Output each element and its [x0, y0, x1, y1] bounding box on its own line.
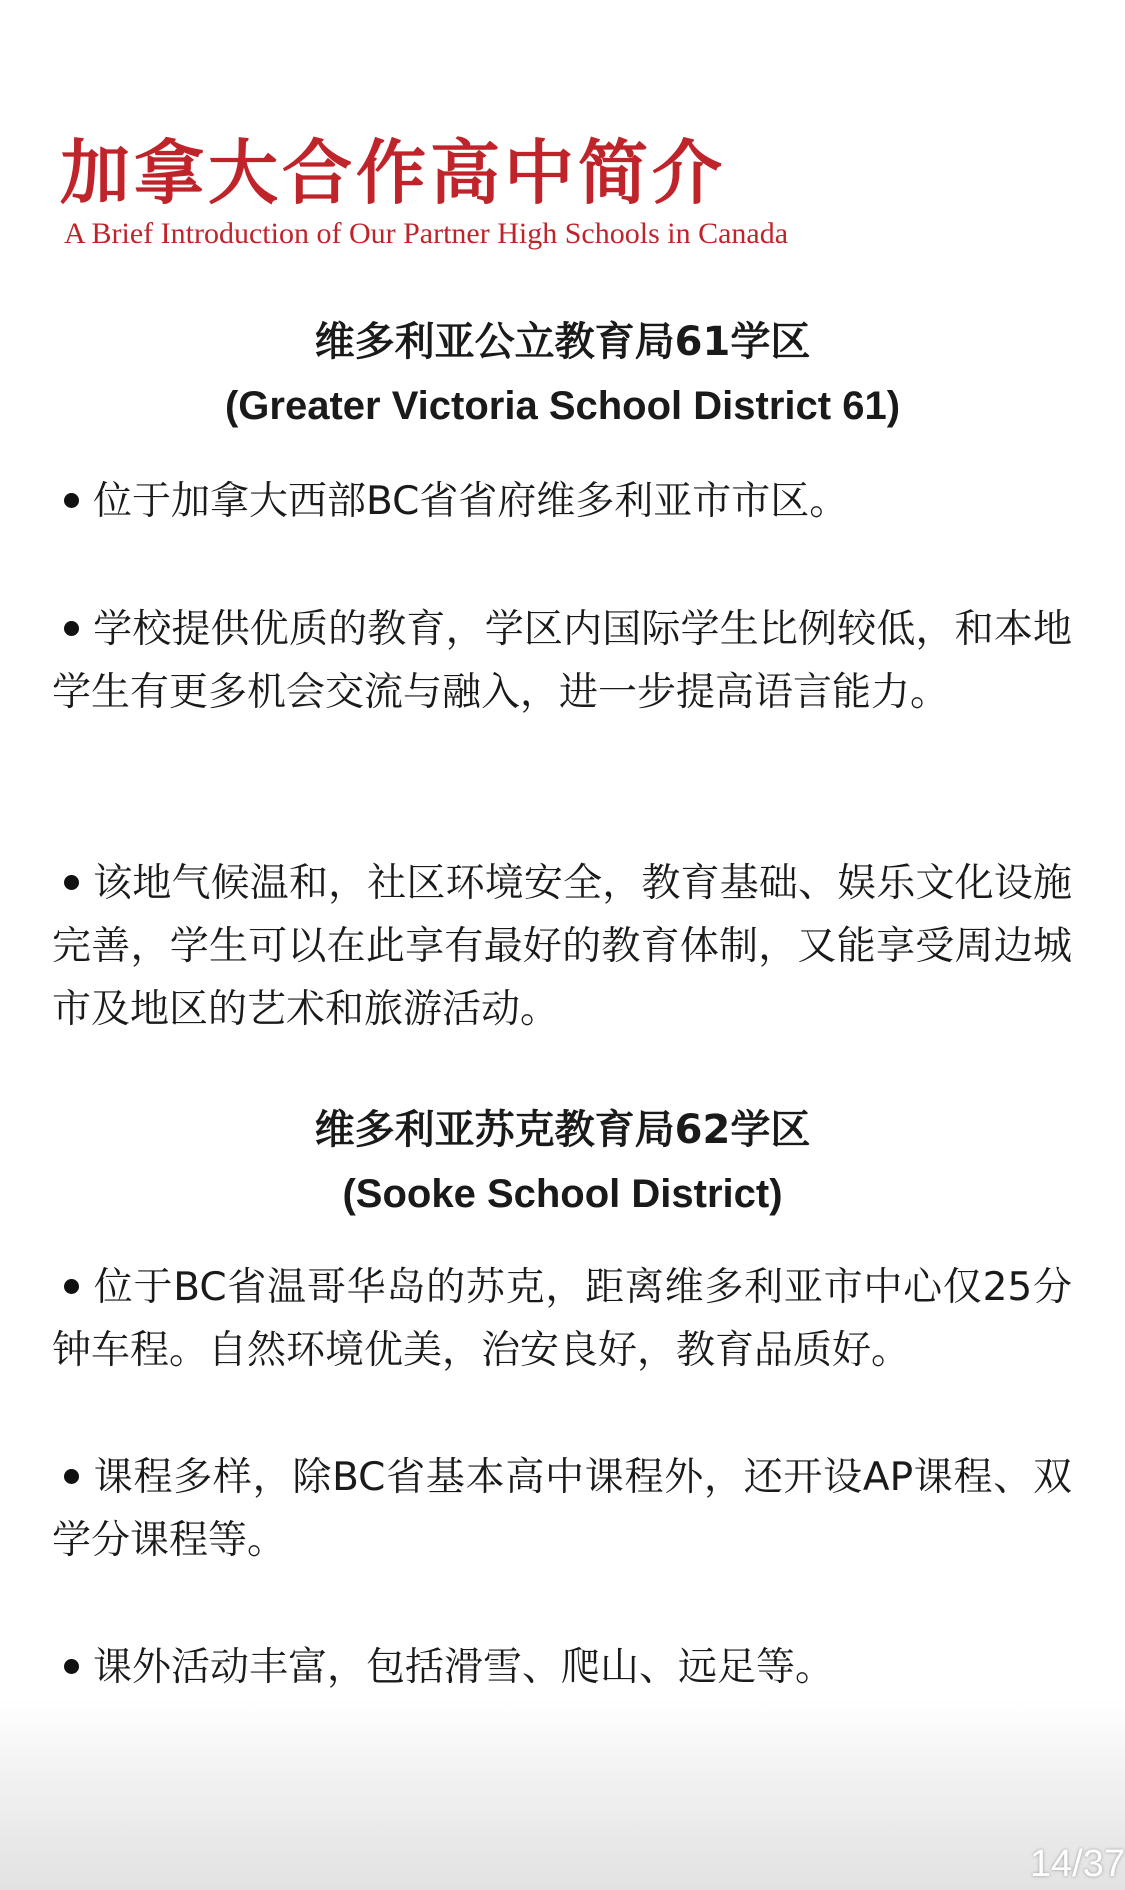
district-61-bullet-2: [52, 598, 1072, 724]
bullet-dot-icon: [64, 1279, 79, 1294]
bullet-text: 学校提供优质的教育，学区内国际学生比例较低，和本地学生有更多机会交流与融入，进一步提高语言能力。: [52, 607, 1072, 715]
district-62-bullet-3: [52, 1636, 1072, 1699]
district-name-cn: 维多利亚苏克教育局62学区: [314, 1107, 811, 1153]
district-62-heading: [0, 1098, 1125, 1226]
district-61-bullet-1: [52, 470, 1072, 533]
page-counter: 14/37: [1029, 1843, 1125, 1885]
district-name-en: (Sooke School District): [342, 1172, 783, 1216]
bullet-dot-icon: [64, 493, 79, 508]
bullet-dot-icon: [64, 875, 79, 890]
district-61-bullet-3: [52, 852, 1072, 1041]
bullet-dot-icon: [64, 1469, 79, 1484]
bullet-dot-icon: [64, 621, 79, 636]
page-title: 加拿大合作高中简介: [60, 132, 726, 214]
bullet-text: 位于加拿大西部BC省省府维多利亚市市区。: [93, 479, 849, 524]
district-62-bullet-1: [52, 1256, 1072, 1382]
district-61-heading: [0, 310, 1125, 438]
district-62-bullet-2: [52, 1446, 1072, 1572]
district-name-cn: 维多利亚公立教育局61学区: [314, 319, 811, 365]
bullet-text: 位于BC省温哥华岛的苏克，距离维多利亚市中心仅25分钟车程。自然环境优美，治安良好，教育品质好。: [52, 1265, 1072, 1373]
page-subtitle: A Brief Introduction of Our Partner High Schools in Canada: [64, 217, 789, 250]
bullet-dot-icon: [64, 1659, 79, 1674]
bullet-text: 该地气候温和，社区环境安全，教育基础、娱乐文化设施完善，学生可以在此享有最好的教育体制，又能享受周边城市及地区的艺术和旅游活动。: [52, 861, 1072, 1032]
bullet-text: 课外活动丰富，包括滑雪、爬山、远足等。: [93, 1645, 835, 1690]
bullet-text: 课程多样，除BC省基本高中课程外，还开设AP课程、双学分课程等。: [52, 1455, 1072, 1563]
district-name-en: (Greater Victoria School District 61): [224, 384, 901, 428]
